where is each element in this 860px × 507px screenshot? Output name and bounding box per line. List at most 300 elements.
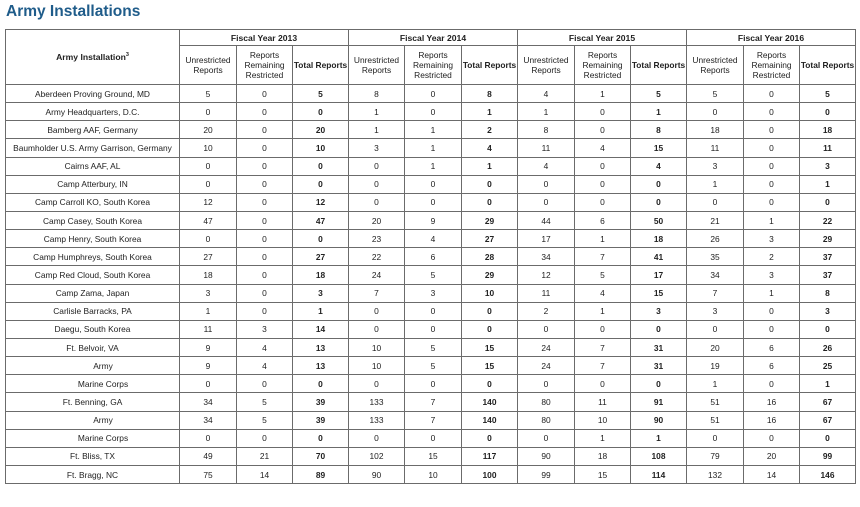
value-cell: 8 xyxy=(349,85,405,103)
value-cell: 0 xyxy=(575,375,631,393)
total-cell: 10 xyxy=(293,139,349,157)
value-cell: 9 xyxy=(180,357,237,375)
value-cell: 0 xyxy=(237,193,293,211)
value-cell: 1 xyxy=(405,121,462,139)
value-cell: 0 xyxy=(349,193,405,211)
total-cell: 29 xyxy=(462,266,518,284)
value-cell: 7 xyxy=(575,248,631,266)
value-cell: 0 xyxy=(237,302,293,320)
value-cell: 5 xyxy=(687,85,744,103)
value-cell: 11 xyxy=(575,393,631,411)
year-header: Fiscal Year 2016 xyxy=(687,30,856,46)
total-cell: 1 xyxy=(462,103,518,121)
installation-name: Ft. Bragg, NC xyxy=(6,465,180,483)
value-cell: 0 xyxy=(687,429,744,447)
value-cell: 0 xyxy=(180,157,237,175)
total-cell: 8 xyxy=(800,284,856,302)
value-cell: 0 xyxy=(518,429,575,447)
total-cell: 29 xyxy=(462,211,518,229)
value-cell: 0 xyxy=(180,175,237,193)
value-cell: 0 xyxy=(237,284,293,302)
value-cell: 4 xyxy=(237,338,293,356)
value-cell: 4 xyxy=(575,139,631,157)
value-cell: 1 xyxy=(687,375,744,393)
value-cell: 0 xyxy=(744,85,800,103)
year-header: Fiscal Year 2015 xyxy=(518,30,687,46)
value-cell: 0 xyxy=(180,103,237,121)
value-cell: 51 xyxy=(687,411,744,429)
installation-name: Ft. Bliss, TX xyxy=(6,447,180,465)
value-cell: 0 xyxy=(180,429,237,447)
value-cell: 0 xyxy=(405,175,462,193)
value-cell: 0 xyxy=(744,139,800,157)
total-cell: 0 xyxy=(631,175,687,193)
total-cell: 18 xyxy=(293,266,349,284)
total-cell: 0 xyxy=(462,193,518,211)
value-cell: 3 xyxy=(744,230,800,248)
total-cell: 20 xyxy=(293,121,349,139)
value-cell: 0 xyxy=(180,230,237,248)
value-cell: 0 xyxy=(405,429,462,447)
total-cell: 0 xyxy=(293,375,349,393)
value-cell: 10 xyxy=(349,338,405,356)
value-cell: 7 xyxy=(349,284,405,302)
installation-name: Bamberg AAF, Germany xyxy=(6,121,180,139)
total-cell: 3 xyxy=(800,302,856,320)
value-cell: 99 xyxy=(518,465,575,483)
value-cell: 51 xyxy=(687,393,744,411)
value-cell: 0 xyxy=(237,429,293,447)
total-cell: 1 xyxy=(800,175,856,193)
value-cell: 11 xyxy=(687,139,744,157)
value-cell: 133 xyxy=(349,411,405,429)
value-cell: 5 xyxy=(575,266,631,284)
value-cell: 20 xyxy=(349,211,405,229)
total-cell: 8 xyxy=(462,85,518,103)
value-cell: 7 xyxy=(575,357,631,375)
installation-name: Aberdeen Proving Ground, MD xyxy=(6,85,180,103)
total-cell: 28 xyxy=(462,248,518,266)
value-cell: 1 xyxy=(349,103,405,121)
value-cell: 4 xyxy=(575,284,631,302)
total-cell: 1 xyxy=(631,103,687,121)
value-cell: 0 xyxy=(687,320,744,338)
value-cell: 0 xyxy=(237,230,293,248)
total-cell: 0 xyxy=(800,429,856,447)
installation-name: Camp Henry, South Korea xyxy=(6,230,180,248)
value-cell: 90 xyxy=(518,447,575,465)
value-cell: 1 xyxy=(575,302,631,320)
value-cell: 0 xyxy=(575,103,631,121)
value-cell: 5 xyxy=(405,338,462,356)
value-cell: 17 xyxy=(518,230,575,248)
value-cell: 0 xyxy=(237,211,293,229)
value-cell: 4 xyxy=(518,157,575,175)
total-cell: 50 xyxy=(631,211,687,229)
installation-name: Baumholder U.S. Army Garrison, Germany xyxy=(6,139,180,157)
installation-name: Cairns AAF, AL xyxy=(6,157,180,175)
value-cell: 7 xyxy=(405,411,462,429)
value-cell: 0 xyxy=(237,248,293,266)
value-cell: 0 xyxy=(237,375,293,393)
value-cell: 1 xyxy=(405,157,462,175)
total-cell: 1 xyxy=(800,375,856,393)
value-cell: 11 xyxy=(518,139,575,157)
value-cell: 0 xyxy=(180,375,237,393)
total-cell: 0 xyxy=(293,103,349,121)
installation-name: Army xyxy=(6,357,180,375)
value-cell: 0 xyxy=(744,320,800,338)
value-cell: 9 xyxy=(180,338,237,356)
value-cell: 80 xyxy=(518,393,575,411)
unrestricted-reports-header: Unrestricted Reports xyxy=(180,46,237,85)
installation-name: Ft. Benning, GA xyxy=(6,393,180,411)
total-cell: 99 xyxy=(800,447,856,465)
value-cell: 18 xyxy=(687,121,744,139)
total-cell: 11 xyxy=(800,139,856,157)
total-cell: 37 xyxy=(800,248,856,266)
total-cell: 70 xyxy=(293,447,349,465)
total-cell: 91 xyxy=(631,393,687,411)
total-cell: 22 xyxy=(800,211,856,229)
total-cell: 18 xyxy=(800,121,856,139)
installation-name: Army xyxy=(6,411,180,429)
value-cell: 27 xyxy=(180,248,237,266)
total-cell: 13 xyxy=(293,338,349,356)
total-cell: 0 xyxy=(631,193,687,211)
value-cell: 79 xyxy=(687,447,744,465)
value-cell: 1 xyxy=(180,302,237,320)
total-cell: 31 xyxy=(631,357,687,375)
total-cell: 3 xyxy=(800,157,856,175)
total-cell: 67 xyxy=(800,411,856,429)
value-cell: 3 xyxy=(405,284,462,302)
value-cell: 4 xyxy=(405,230,462,248)
value-cell: 133 xyxy=(349,393,405,411)
value-cell: 24 xyxy=(518,357,575,375)
total-cell: 15 xyxy=(462,338,518,356)
total-cell: 100 xyxy=(462,465,518,483)
installation-header-label: Army Installation xyxy=(56,52,126,62)
installation-name: Carlisle Barracks, PA xyxy=(6,302,180,320)
value-cell: 4 xyxy=(237,357,293,375)
value-cell: 0 xyxy=(518,193,575,211)
footnote-marker: 3 xyxy=(125,52,129,59)
value-cell: 3 xyxy=(180,284,237,302)
total-cell: 146 xyxy=(800,465,856,483)
total-cell: 0 xyxy=(800,193,856,211)
remaining-restricted-header: Reports Remaining Restricted xyxy=(744,46,800,85)
value-cell: 7 xyxy=(405,393,462,411)
value-cell: 34 xyxy=(687,266,744,284)
value-cell: 0 xyxy=(237,157,293,175)
installation-name: Camp Casey, South Korea xyxy=(6,211,180,229)
value-cell: 6 xyxy=(575,211,631,229)
value-cell: 0 xyxy=(744,193,800,211)
table-row xyxy=(6,193,856,211)
table-row xyxy=(6,121,856,139)
value-cell: 2 xyxy=(518,302,575,320)
table-row xyxy=(6,85,856,103)
value-cell: 0 xyxy=(405,85,462,103)
total-cell: 39 xyxy=(293,411,349,429)
value-cell: 20 xyxy=(744,447,800,465)
value-cell: 1 xyxy=(575,230,631,248)
installation-name: Marine Corps xyxy=(6,429,180,447)
table-row xyxy=(6,139,856,157)
value-cell: 0 xyxy=(349,302,405,320)
value-cell: 0 xyxy=(575,320,631,338)
total-reports-header: Total Reports xyxy=(462,46,518,85)
value-cell: 0 xyxy=(575,157,631,175)
value-cell: 20 xyxy=(687,338,744,356)
table-row xyxy=(6,211,856,229)
value-cell: 16 xyxy=(744,393,800,411)
value-cell: 6 xyxy=(744,338,800,356)
total-cell: 0 xyxy=(462,175,518,193)
total-cell: 15 xyxy=(631,284,687,302)
value-cell: 7 xyxy=(575,338,631,356)
table-row xyxy=(6,465,856,483)
total-cell: 29 xyxy=(800,230,856,248)
value-cell: 12 xyxy=(180,193,237,211)
value-cell: 6 xyxy=(405,248,462,266)
value-cell: 0 xyxy=(237,121,293,139)
value-cell: 0 xyxy=(237,85,293,103)
page-title: Army Installations xyxy=(6,3,141,20)
value-cell: 49 xyxy=(180,447,237,465)
value-cell: 0 xyxy=(575,193,631,211)
value-cell: 15 xyxy=(405,447,462,465)
total-cell: 0 xyxy=(631,375,687,393)
table-subrow xyxy=(6,411,856,429)
installation-name: Daegu, South Korea xyxy=(6,320,180,338)
total-cell: 5 xyxy=(800,85,856,103)
total-cell: 0 xyxy=(293,157,349,175)
total-cell: 108 xyxy=(631,447,687,465)
total-cell: 0 xyxy=(800,103,856,121)
value-cell: 10 xyxy=(349,357,405,375)
table-subrow xyxy=(6,429,856,447)
total-cell: 90 xyxy=(631,411,687,429)
installation-name: Army Headquarters, D.C. xyxy=(6,103,180,121)
value-cell: 1 xyxy=(744,284,800,302)
value-cell: 3 xyxy=(349,139,405,157)
total-cell: 5 xyxy=(293,85,349,103)
table-row xyxy=(6,248,856,266)
value-cell: 4 xyxy=(518,85,575,103)
total-cell: 41 xyxy=(631,248,687,266)
total-cell: 39 xyxy=(293,393,349,411)
total-cell: 37 xyxy=(800,266,856,284)
value-cell: 47 xyxy=(180,211,237,229)
value-cell: 0 xyxy=(237,266,293,284)
value-cell: 0 xyxy=(744,157,800,175)
value-cell: 0 xyxy=(237,103,293,121)
value-cell: 1 xyxy=(687,175,744,193)
total-cell: 0 xyxy=(293,175,349,193)
total-cell: 67 xyxy=(800,393,856,411)
total-cell: 27 xyxy=(462,230,518,248)
value-cell: 1 xyxy=(518,103,575,121)
total-cell: 31 xyxy=(631,338,687,356)
total-cell: 15 xyxy=(462,357,518,375)
total-cell: 0 xyxy=(462,375,518,393)
value-cell: 90 xyxy=(349,465,405,483)
value-cell: 102 xyxy=(349,447,405,465)
unrestricted-reports-header: Unrestricted Reports xyxy=(349,46,405,85)
value-cell: 0 xyxy=(518,175,575,193)
total-cell: 5 xyxy=(631,85,687,103)
unrestricted-reports-header: Unrestricted Reports xyxy=(518,46,575,85)
total-cell: 47 xyxy=(293,211,349,229)
value-cell: 18 xyxy=(575,447,631,465)
value-cell: 14 xyxy=(237,465,293,483)
value-cell: 3 xyxy=(687,302,744,320)
total-cell: 1 xyxy=(462,157,518,175)
total-cell: 0 xyxy=(800,320,856,338)
value-cell: 0 xyxy=(575,175,631,193)
installation-name: Ft. Belvoir, VA xyxy=(6,338,180,356)
year-header: Fiscal Year 2013 xyxy=(180,30,349,46)
army-installations-table xyxy=(5,29,856,484)
value-cell: 23 xyxy=(349,230,405,248)
value-cell: 0 xyxy=(687,103,744,121)
year-header: Fiscal Year 2014 xyxy=(349,30,518,46)
total-cell: 17 xyxy=(631,266,687,284)
total-cell: 114 xyxy=(631,465,687,483)
installation-name: Marine Corps xyxy=(6,375,180,393)
unrestricted-reports-header: Unrestricted Reports xyxy=(687,46,744,85)
table-row xyxy=(6,302,856,320)
value-cell: 0 xyxy=(349,157,405,175)
table-body xyxy=(6,85,856,484)
value-cell: 0 xyxy=(349,320,405,338)
value-cell: 16 xyxy=(744,411,800,429)
value-cell: 34 xyxy=(180,411,237,429)
table-row xyxy=(6,266,856,284)
installation-name: Camp Red Cloud, South Korea xyxy=(6,266,180,284)
table-row xyxy=(6,393,856,411)
total-cell: 2 xyxy=(462,121,518,139)
value-cell: 0 xyxy=(349,175,405,193)
value-cell: 0 xyxy=(349,375,405,393)
total-cell: 26 xyxy=(800,338,856,356)
value-cell: 1 xyxy=(744,211,800,229)
total-cell: 140 xyxy=(462,393,518,411)
value-cell: 21 xyxy=(687,211,744,229)
value-cell: 9 xyxy=(405,211,462,229)
total-cell: 13 xyxy=(293,357,349,375)
total-cell: 8 xyxy=(631,121,687,139)
installation-name: Camp Carroll KO, South Korea xyxy=(6,193,180,211)
installation-column-header xyxy=(6,30,180,85)
value-cell: 3 xyxy=(744,266,800,284)
value-cell: 18 xyxy=(180,266,237,284)
value-cell: 2 xyxy=(744,248,800,266)
value-cell: 75 xyxy=(180,465,237,483)
value-cell: 0 xyxy=(518,320,575,338)
remaining-restricted-header: Reports Remaining Restricted xyxy=(575,46,631,85)
value-cell: 34 xyxy=(180,393,237,411)
table-row xyxy=(6,284,856,302)
total-cell: 3 xyxy=(631,302,687,320)
value-cell: 0 xyxy=(575,121,631,139)
total-cell: 117 xyxy=(462,447,518,465)
value-cell: 14 xyxy=(744,465,800,483)
table-row xyxy=(6,338,856,356)
total-cell: 27 xyxy=(293,248,349,266)
total-cell: 14 xyxy=(293,320,349,338)
total-reports-header: Total Reports xyxy=(631,46,687,85)
installation-name: Camp Zama, Japan xyxy=(6,284,180,302)
value-cell: 3 xyxy=(687,157,744,175)
total-cell: 25 xyxy=(800,357,856,375)
value-cell: 22 xyxy=(349,248,405,266)
value-cell: 20 xyxy=(180,121,237,139)
value-cell: 0 xyxy=(518,375,575,393)
value-cell: 0 xyxy=(237,139,293,157)
value-cell: 3 xyxy=(237,320,293,338)
value-cell: 132 xyxy=(687,465,744,483)
value-cell: 1 xyxy=(575,429,631,447)
value-cell: 5 xyxy=(405,266,462,284)
table-row xyxy=(6,320,856,338)
value-cell: 1 xyxy=(405,139,462,157)
table-row xyxy=(6,175,856,193)
total-cell: 10 xyxy=(462,284,518,302)
value-cell: 11 xyxy=(180,320,237,338)
total-cell: 4 xyxy=(631,157,687,175)
value-cell: 35 xyxy=(687,248,744,266)
total-reports-header: Total Reports xyxy=(800,46,856,85)
total-reports-header: Total Reports xyxy=(293,46,349,85)
value-cell: 24 xyxy=(349,266,405,284)
value-cell: 0 xyxy=(405,193,462,211)
total-cell: 0 xyxy=(462,429,518,447)
value-cell: 10 xyxy=(405,465,462,483)
total-cell: 1 xyxy=(293,302,349,320)
value-cell: 0 xyxy=(349,429,405,447)
value-cell: 0 xyxy=(744,302,800,320)
value-cell: 5 xyxy=(405,357,462,375)
value-cell: 24 xyxy=(518,338,575,356)
value-cell: 0 xyxy=(405,103,462,121)
value-cell: 5 xyxy=(237,393,293,411)
value-cell: 19 xyxy=(687,357,744,375)
value-cell: 34 xyxy=(518,248,575,266)
value-cell: 0 xyxy=(744,429,800,447)
table-row xyxy=(6,157,856,175)
total-cell: 12 xyxy=(293,193,349,211)
value-cell: 1 xyxy=(349,121,405,139)
value-cell: 0 xyxy=(744,175,800,193)
value-cell: 0 xyxy=(405,302,462,320)
value-cell: 11 xyxy=(518,284,575,302)
value-cell: 10 xyxy=(575,411,631,429)
value-cell: 0 xyxy=(744,103,800,121)
total-cell: 0 xyxy=(293,230,349,248)
table-row xyxy=(6,230,856,248)
table-row xyxy=(6,447,856,465)
value-cell: 26 xyxy=(687,230,744,248)
value-cell: 0 xyxy=(405,375,462,393)
value-cell: 7 xyxy=(687,284,744,302)
value-cell: 5 xyxy=(237,411,293,429)
value-cell: 0 xyxy=(237,175,293,193)
value-cell: 12 xyxy=(518,266,575,284)
value-cell: 6 xyxy=(744,357,800,375)
